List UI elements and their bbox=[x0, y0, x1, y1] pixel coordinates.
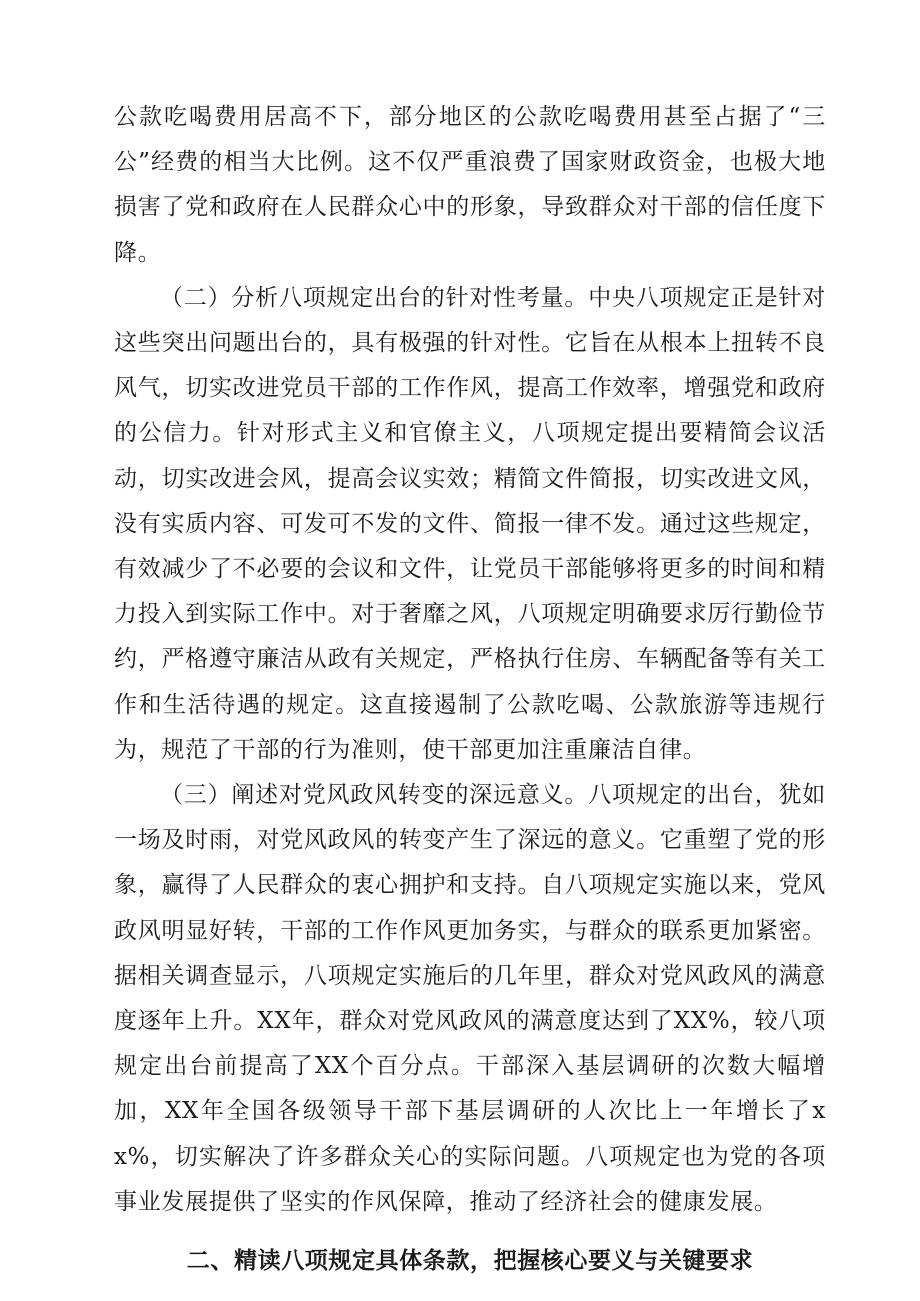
document-page bbox=[114, 95, 826, 1284]
body-paragraph-3: （三）阐述对党风政风转变的深远意义。八项规定的出台，犹如一场及时雨，对党风政风的转变产生了深远的意义。它重塑了党的形象，赢得了人民群众的衷心拥护和支持。自八项规定实施以来，党风政风明显好转，干部的工作作风更加务实，与群众的联系更加紧密。据相关调查显示，八项规定实施后的几年里，群众对党风政风的满意度逐年上升。XX年，群众对党风政风的满意度达到了XX%，较八项规定出台前提高了XX个百分点。干部深入基层调研的次数大幅增加，XX年全国各级领导干部下基层调研的人次比上一年增长了xx%，切实解决了许多群众关心的实际问题。八项规定也为党的各项事业发展提供了坚实的作风保障，推动了经济社会的健康发展。 bbox=[114, 782, 826, 1215]
body-paragraph-2: （二）分析八项规定出台的针对性考量。中央八项规定正是针对这些突出问题出台的，具有极强的针对性。它旨在从根本上扭转不良风气，切实改进党员干部的工作作风，提高工作效率，增强党和政府的公信力。针对形式主义和官僚主义，八项规定提出要精简会议活动，切实改进会风，提高会议实效；精简文件简报，切实改进文风，没有实质内容、可发可不发的文件、简报一律不发。通过这些规定，有效减少了不必要的会议和文件，让党员干部能够将更多的时间和精力投入到实际工作中。对于奢靡之风，八项规定明确要求厉行勤俭节约，严格遵守廉洁从政有关规定，严格执行住房、车辆配备等有关工作和生活待遇的规定。这直接遏制了公款吃喝、公款旅游等违规行为，规范了干部的行为准则，使干部更加注重廉洁自律。 bbox=[114, 284, 826, 763]
section-heading: 二、精读八项规定具体条款，把握核心要义与关键要求 bbox=[186, 1248, 754, 1275]
body-paragraph-1: 公款吃喝费用居高不下，部分地区的公款吃喝费用甚至占据了“三公”经费的相当大比例。这不仅严重浪费了国家财政资金，也极大地损害了党和政府在人民群众心中的形象，导致群众对干部的信任度下降。 bbox=[114, 104, 826, 266]
